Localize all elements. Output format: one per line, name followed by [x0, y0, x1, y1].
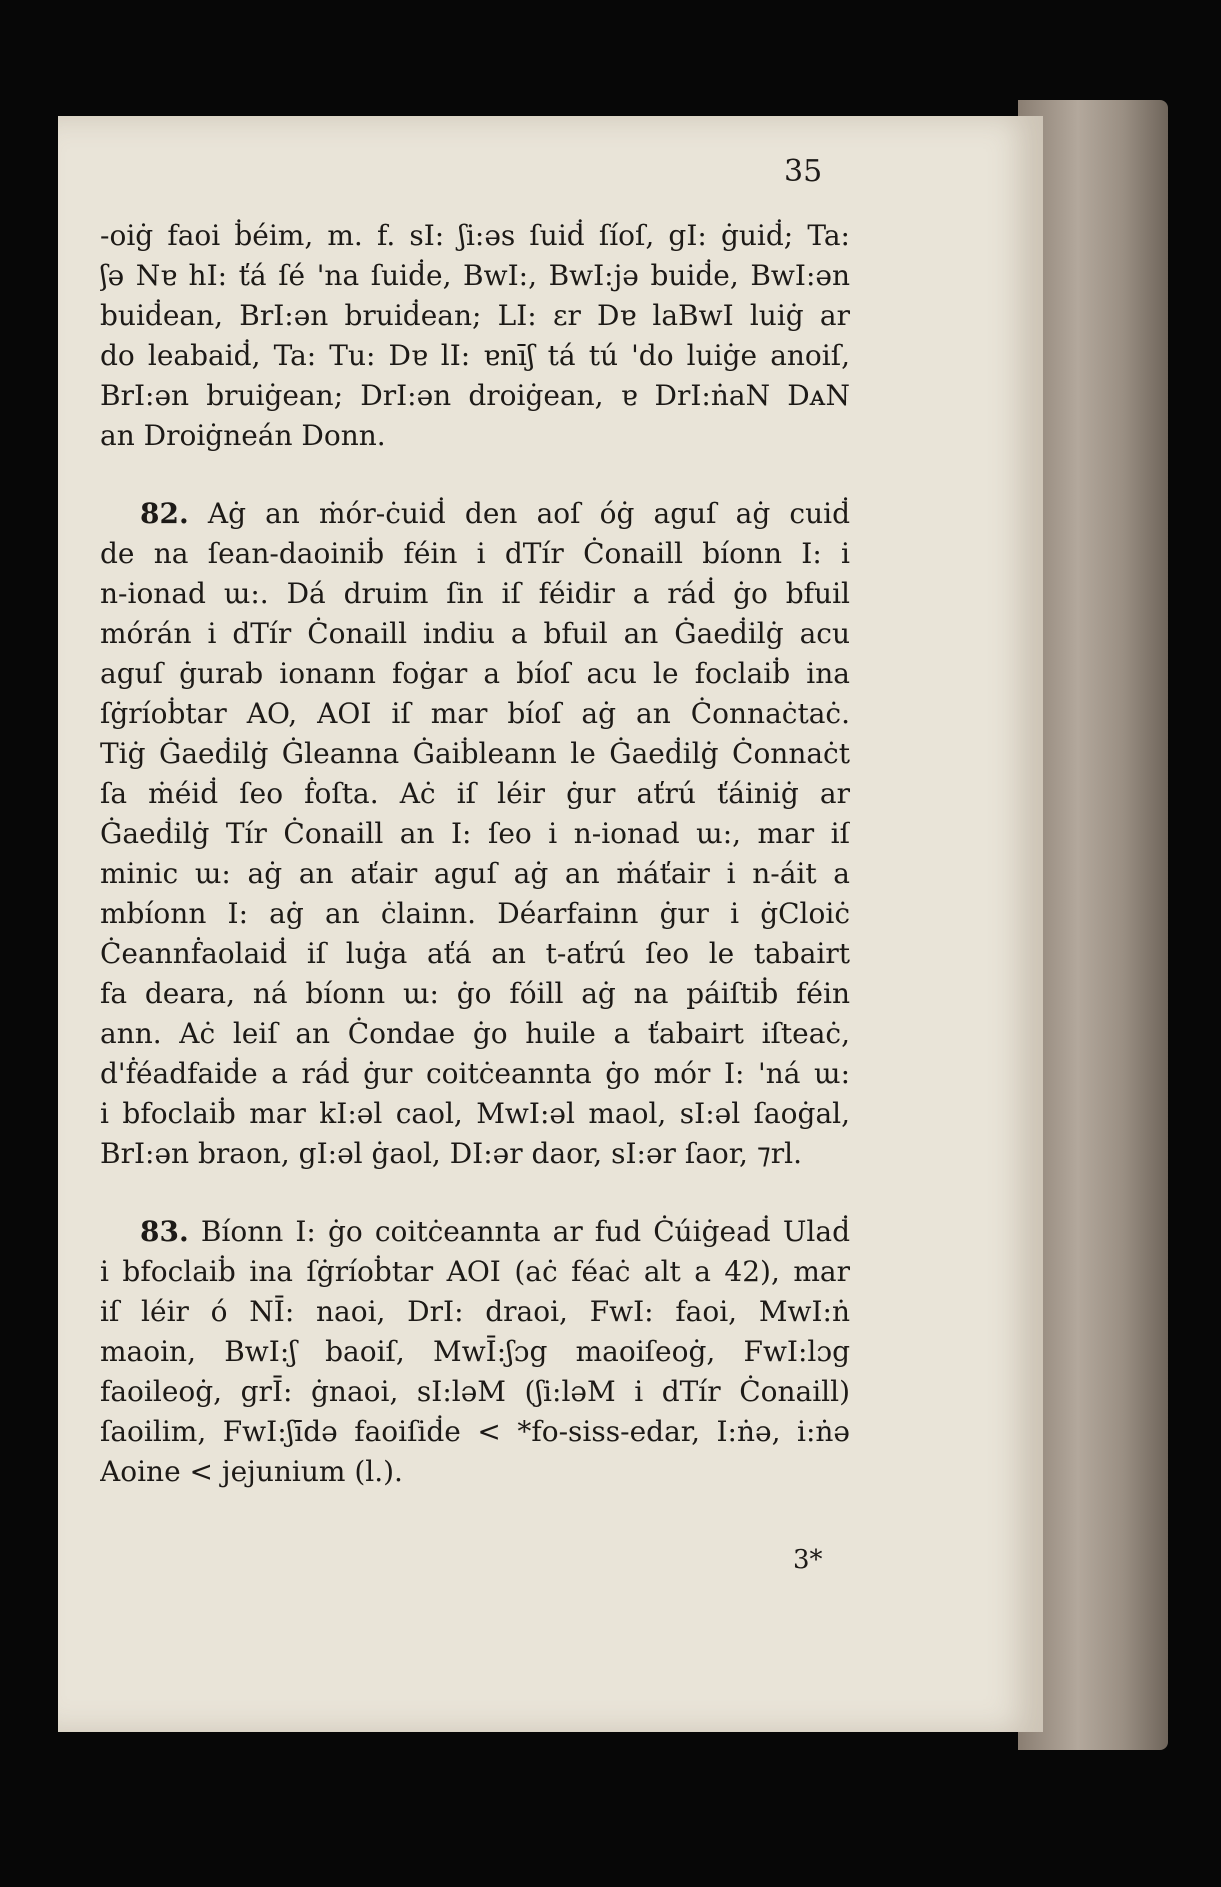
text-line	[100, 494, 850, 534]
text-line: ann. Aċ leiſ an Ċondae ġo huile a ťabairt iſteaċ,	[100, 1017, 850, 1050]
text-line: ſġríoḃtar AO, AOI iſ mar bíoſ aġ an Ċonnaċtaċ.	[100, 697, 850, 730]
text-line: aguſ ġurab ionann foġar a bíoſ acu le foclaiḃ ina	[100, 657, 850, 690]
paragraph-82	[100, 494, 850, 1174]
page-footer-mark: 3*	[793, 1545, 823, 1575]
text-line: mbíonn I: aġ an ċlainn. Déarfainn ġur i ġCloiċ	[100, 897, 850, 930]
text-line: Ċeannḟaolaiḋ iſ luġa aťá an t-aťrú ſeo le tabairt	[100, 937, 850, 970]
text-span: Aġ an ṁór-ċuiḋ den aoſ óġ aguſ aġ cuiḋ	[207, 497, 850, 530]
page-number: 35	[784, 154, 823, 189]
text-line: ſaoilim, FwI:ʃīdə faoiſiḋe < *fo-siss-edar, I:ṅə, i:ṅə	[100, 1415, 850, 1448]
text-line: fa deara, ná bíonn ɯ: ġo fóill aġ na páiſtiḃ féin	[100, 977, 850, 1010]
text-line: do leabaiḋ, Ta: Tu: Dɐ lI: ɐnīʃ tá tú 'do luiġe anoiſ,	[100, 339, 850, 372]
text-line: an Droiġneán Donn.	[100, 419, 386, 452]
text-line: BrI:ən braon, gI:əl ġaol, DI:ər daor, sI:ər ſaor, ⁊rl.	[100, 1137, 803, 1170]
text-line: de na ſean-daoiniḃ féin i dTír Ċonaill bíonn I: i	[100, 537, 850, 570]
paragraph-83	[100, 1212, 850, 1492]
text-line: Aoine < jejunium (l.).	[100, 1455, 403, 1488]
paragraph-number: 82.	[140, 497, 189, 530]
text-line: Ġaeḋilġ Tír Ċonaill an I: ſeo i n-ionad ɯ:, mar iſ	[100, 817, 850, 850]
text-line: maoin, BwI:ʃ baoiſ, MwĪ:ʃɔg maoiſeoġ, FwI:lɔg	[100, 1335, 850, 1368]
text-line: Tiġ Ġaeḋilġ Ġleanna Ġaiḃleann le Ġaeḋilġ Ċonnaċt	[100, 737, 850, 770]
paragraph-intro	[100, 216, 850, 456]
text-line: BrI:ən bruiġean; DrI:ən droiġean, ɐ DrI:ṅaN DᴀN	[100, 379, 850, 412]
paragraph-number: 83.	[140, 1215, 189, 1248]
text-span: Bíonn I: ġo coitċeannta ar fud Ċúiġeaḋ Ulaḋ	[200, 1215, 850, 1248]
text-line: ʃə Nɐ hI: ťá ſé 'na ſuiḋe, BwI:, BwI:jə buiḋe, BwI:ən	[100, 259, 850, 292]
text-line: ſa ṁéiḋ ſeo ḟoſta. Aċ iſ léir ġur aťrú ťáiniġ ar	[100, 777, 850, 810]
text-line: n-ionad ɯ:. Dá druim ſin iſ féidir a ráḋ ġo bfuil	[100, 577, 850, 610]
text-block	[100, 216, 850, 1530]
text-line	[100, 1212, 850, 1252]
text-line: d'ḟéadfaiḋe a ráḋ ġur coitċeannta ġo mór I: 'ná ɯ:	[100, 1057, 850, 1090]
text-line: -oiġ faoi ḃéim, m. f. sI: ʃi:əs ſuiḋ ſíoſ, gI: ġuiḋ; Ta:	[100, 219, 850, 252]
text-line: i bfoclaiḃ mar kI:əl caol, MwI:əl maol, sI:əl ſaoġal,	[100, 1097, 850, 1130]
text-line: iſ léir ó NĪ: naoi, DrI: draoi, FwI: faoi, MwI:ṅ	[100, 1295, 850, 1328]
text-line: minic ɯ: aġ an aťair aguſ aġ an ṁáťair i n-áit a	[100, 857, 850, 890]
text-line: buiḋean, BrI:ən bruiḋean; LI: ɛr Dɐ laBwI luiġ ar	[100, 299, 850, 332]
text-line: mórán i dTír Ċonaill indiu a bfuil an Ġaeḋilġ acu	[100, 617, 850, 650]
text-line: i bfoclaiḃ ina ſġríoḃtar AOI (aċ féaċ alt a 42), mar	[100, 1255, 850, 1288]
text-line: faoileoġ, grĪ: ġnaoi, sI:lǝM (ʃi:lǝM i dTír Ċonaill)	[100, 1375, 850, 1408]
